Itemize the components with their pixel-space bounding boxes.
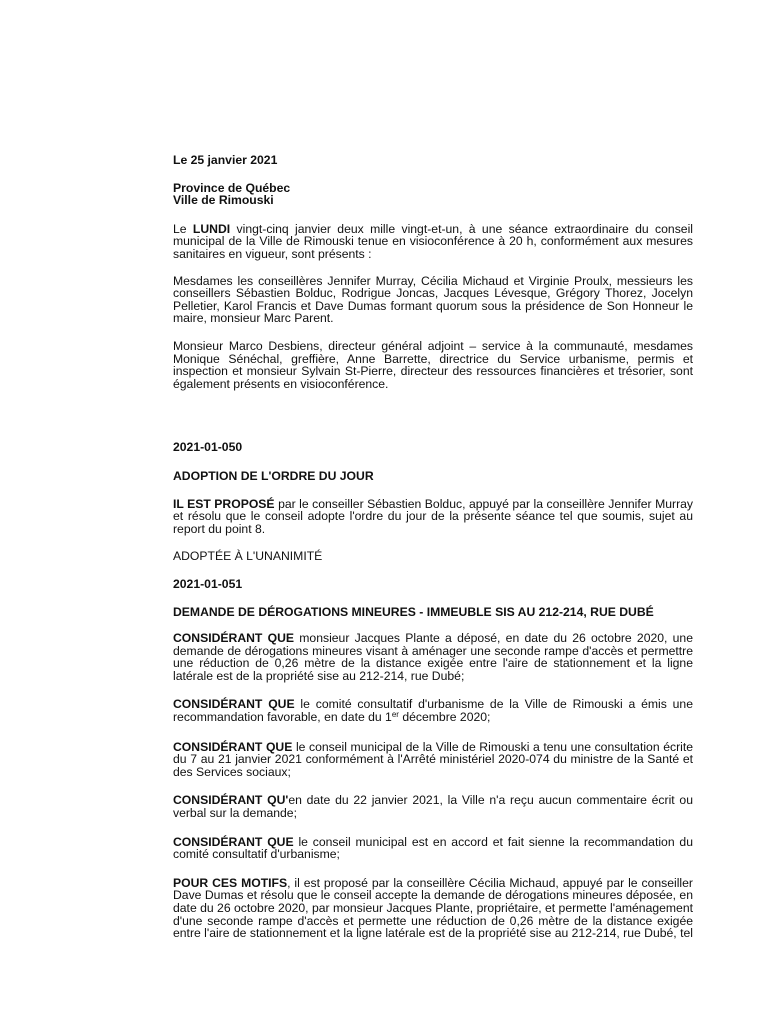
whereas-lead: CONSIDÉRANT QU' xyxy=(173,793,289,808)
intro-weekday: LUNDI xyxy=(192,221,231,236)
whereas-lead: CONSIDÉRANT QUE xyxy=(173,834,294,849)
resolution-title: ADOPTION DE L'ORDRE DU JOUR xyxy=(173,468,374,483)
proposal-lead: IL EST PROPOSÉ xyxy=(173,496,275,511)
whereas-text: le conseil municipal est en accord et fait sienne la recommandation du comité consultatif d'urbanisme; xyxy=(173,834,693,862)
staff-attendees: Monsieur Marco Desbiens, directeur général adjoint – service à la communauté, mesdames Monique Sénéchal, greffière, Anne Barrette, directrice du Service urbanisme, permis et inspection et monsieur Sylvain St-Pierre, directeur des ressources financières et trésorier, sont également présents en visioconférence. xyxy=(173,338,693,391)
whereas-text: en date du 22 janvier 2021, la Ville n'a reçu aucun commentaire écrit ou verbal sur la demande; xyxy=(173,793,693,820)
jurisdiction-block xyxy=(173,182,693,207)
whereas-text: le conseil municipal de la Ville de Rimouski a tenu une consultation écrite du 7 au 21 janvier 2021 conformément à l'Arrêté ministériel 2020-074 du ministre de la Santé et des Services sociaux; xyxy=(173,739,693,779)
whereas-lead: CONSIDÉRANT QUE xyxy=(173,739,293,754)
whereas-text: monsieur Jacques Plante a déposé, en date du 26 octobre 2020, une demande de dérogations mineures visant à aménager une seconde rampe d'accès et permettre une réduction de 0,26 mètre de la distance exigée entre l'aire de stationnement et la ligne latérale est de la propriété sise au 212-214, rue Dubé; xyxy=(173,631,693,683)
intro-rest: vingt-cinq janvier deux mille vingt-et-un, à une séance extraordinaire du conseil municipal de la Ville de Rimouski tenue en visioconférence à 20 h, conformément aux mesures sanitaires en vigueur, sont présents : xyxy=(173,221,693,261)
whereas-clause xyxy=(173,632,693,682)
whereas-clause xyxy=(173,836,693,861)
province-label: Province de Québec xyxy=(173,180,291,195)
proposal-text: par le conseiller Sébastien Bolduc, appuyé par la conseillère Jennifer Murray et résolu que le conseil adopte l'ordre du jour de la présente séance tel que soumis, sujet au report du point 8. xyxy=(173,496,693,536)
whereas-clause xyxy=(173,794,693,819)
meeting-date: Le 25 janvier 2021 xyxy=(173,153,278,167)
council-attendees: Mesdames les conseillères Jennifer Murray, Cécilia Michaud et Virginie Proulx, messieurs les conseillers Sébastien Bolduc, Rodrigue Joncas, Jacques Lévesque, Grégory Thorez, Jocelyn Pelletier, Karol Francis et Dave Dumas formant quorum sous la présidence de Son Honneur le maire, monsieur Marc Parent. xyxy=(173,273,693,326)
proposal-paragraph xyxy=(173,498,693,536)
whereas-text-end: décembre 2020; xyxy=(398,710,491,725)
resolution-title: DEMANDE DE DÉROGATIONS MINEURES - IMMEUBLE SIS AU 212-214, RUE DUBÉ xyxy=(173,605,654,620)
resolution-number: 2021-01-051 xyxy=(173,576,243,591)
intro-paragraph xyxy=(173,223,693,261)
resolution-motion xyxy=(173,877,693,940)
motion-lead: POUR CES MOTIFS xyxy=(173,875,288,890)
adoption-status: ADOPTÉE À L'UNANIMITÉ xyxy=(173,549,323,564)
city-label: Ville de Rimouski xyxy=(173,193,274,208)
resolution-number: 2021-01-050 xyxy=(173,440,243,455)
whereas-lead: CONSIDÉRANT QUE xyxy=(173,697,295,712)
document-body xyxy=(173,154,693,940)
intro-lead: Le xyxy=(173,221,193,236)
ordinal-suffix: er xyxy=(391,710,399,720)
motion-text: , il est proposé par la conseillère Cécilia Michaud, appuyé par le conseiller Dave Dumas et résolu que le conseil accepte la demande de dérogations mineures déposée, en date du 26 octobre 2020, par monsieur Jacques Plante, propriétaire, et permette l'aménagement d'une seconde rampe d'accès et permette une réduction de 0,26 mètre de la distance exigée entre l'aire de stationnement et la ligne latérale est de la propriété sise au 212-214, rue Dubé, tel xyxy=(173,875,693,941)
whereas-text: le comité consultatif d'urbanisme de la Ville de Rimouski a émis une recommandation favorable, en date du 1 xyxy=(173,697,693,725)
whereas-clause xyxy=(173,741,693,779)
whereas-lead: CONSIDÉRANT QUE xyxy=(173,631,295,646)
whereas-clause xyxy=(173,698,693,723)
